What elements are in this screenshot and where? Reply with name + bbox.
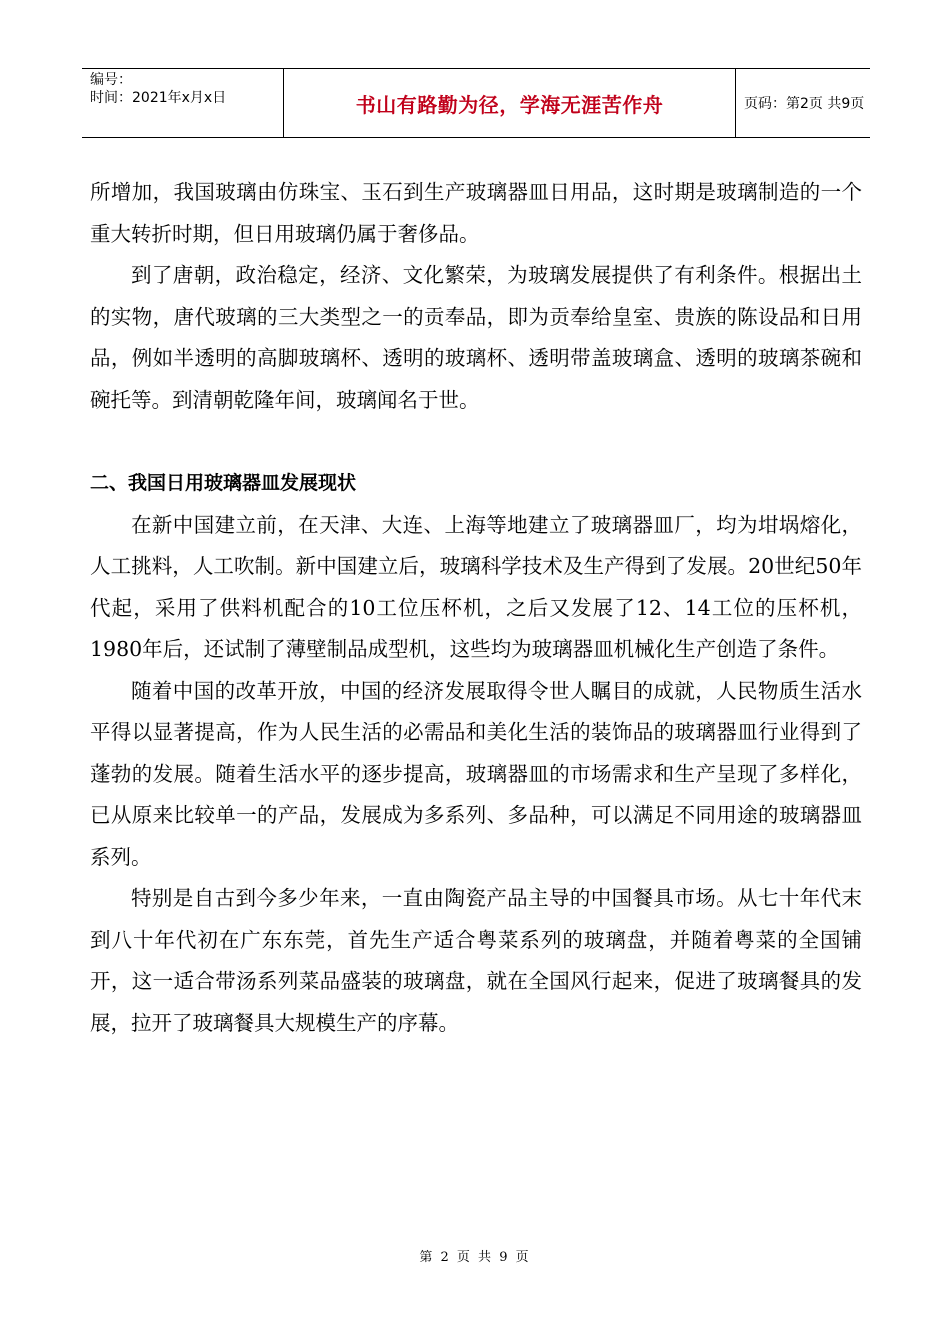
document-body — [90, 172, 862, 1044]
section-heading: 二、我国日用玻璃器皿发展现状 — [90, 472, 357, 494]
paragraph-history: 在新中国建立前，在天津、大连、上海等地建立了玻璃器皿厂，均为坩埚熔化，人工挑料，人工吹制。新中国建立后，玻璃科学技术及生产得到了发展。20世纪50年代起，采用了供料机配合的10工位压杯机，之后又发展了12、14工位的压杯机，1980年后，还试制了薄壁制品成型机，这些均为玻璃器皿机械化生产创造了条件。 — [90, 512, 862, 661]
paragraph-continuation: 所增加，我国玻璃由仿珠宝、玉石到生产玻璃器皿日用品，这时期是玻璃制造的一个重大转折时期，但日用玻璃仍属于奢侈品。 — [90, 180, 862, 246]
doc-number-label: 编号： — [90, 72, 132, 88]
header-page-info: 页码：第2页 共9页 — [744, 96, 865, 112]
header-page-cell — [736, 69, 870, 137]
header-motto: 书山有路勤为径，学海无涯苦作舟 — [355, 92, 664, 117]
paragraph-tang-dynasty: 到了唐朝，政治稳定，经济、文化繁荣，为玻璃发展提供了有利条件。根据出土的实物，唐代玻璃的三大类型之一的贡奉品，即为贡奉给皇室、贵族的陈设品和日用品，例如半透明的高脚玻璃杯、透明的玻璃杯、透明带盖玻璃盒、透明的玻璃茶碗和碗托等。到清朝乾隆年间，玻璃闻名于世。 — [90, 263, 862, 412]
page-footer: 第 2 页 共 9 页 — [419, 1250, 531, 1265]
paragraph-tableware: 特别是自古到今多少年来，一直由陶瓷产品主导的中国餐具市场。从七十年代末到八十年代初在广东东莞，首先生产适合粤菜系列的玻璃盘，并随着粤菜的全国铺开，这一适合带汤系列菜品盛装的玻璃盘，就在全国风行起来，促进了玻璃餐具的发展，拉开了玻璃餐具大规模生产的序幕。 — [90, 886, 862, 1035]
header-meta-cell — [82, 69, 284, 137]
doc-time-label: 时间：2021年x月x日 — [90, 90, 227, 106]
page-header — [82, 68, 870, 138]
paragraph-reform: 随着中国的改革开放，中国的经济发展取得令世人瞩目的成就，人民物质生活水平得以显著提高，作为人民生活的必需品和美化生活的装饰品的玻璃器皿行业得到了蓬勃的发展。随着生活水平的逐步提高，玻璃器皿的市场需求和生产呈现了多样化，已从原来比较单一的产品，发展成为多系列、多品种，可以满足不同用途的玻璃器皿系列。 — [90, 678, 862, 869]
header-motto-cell — [284, 69, 736, 137]
